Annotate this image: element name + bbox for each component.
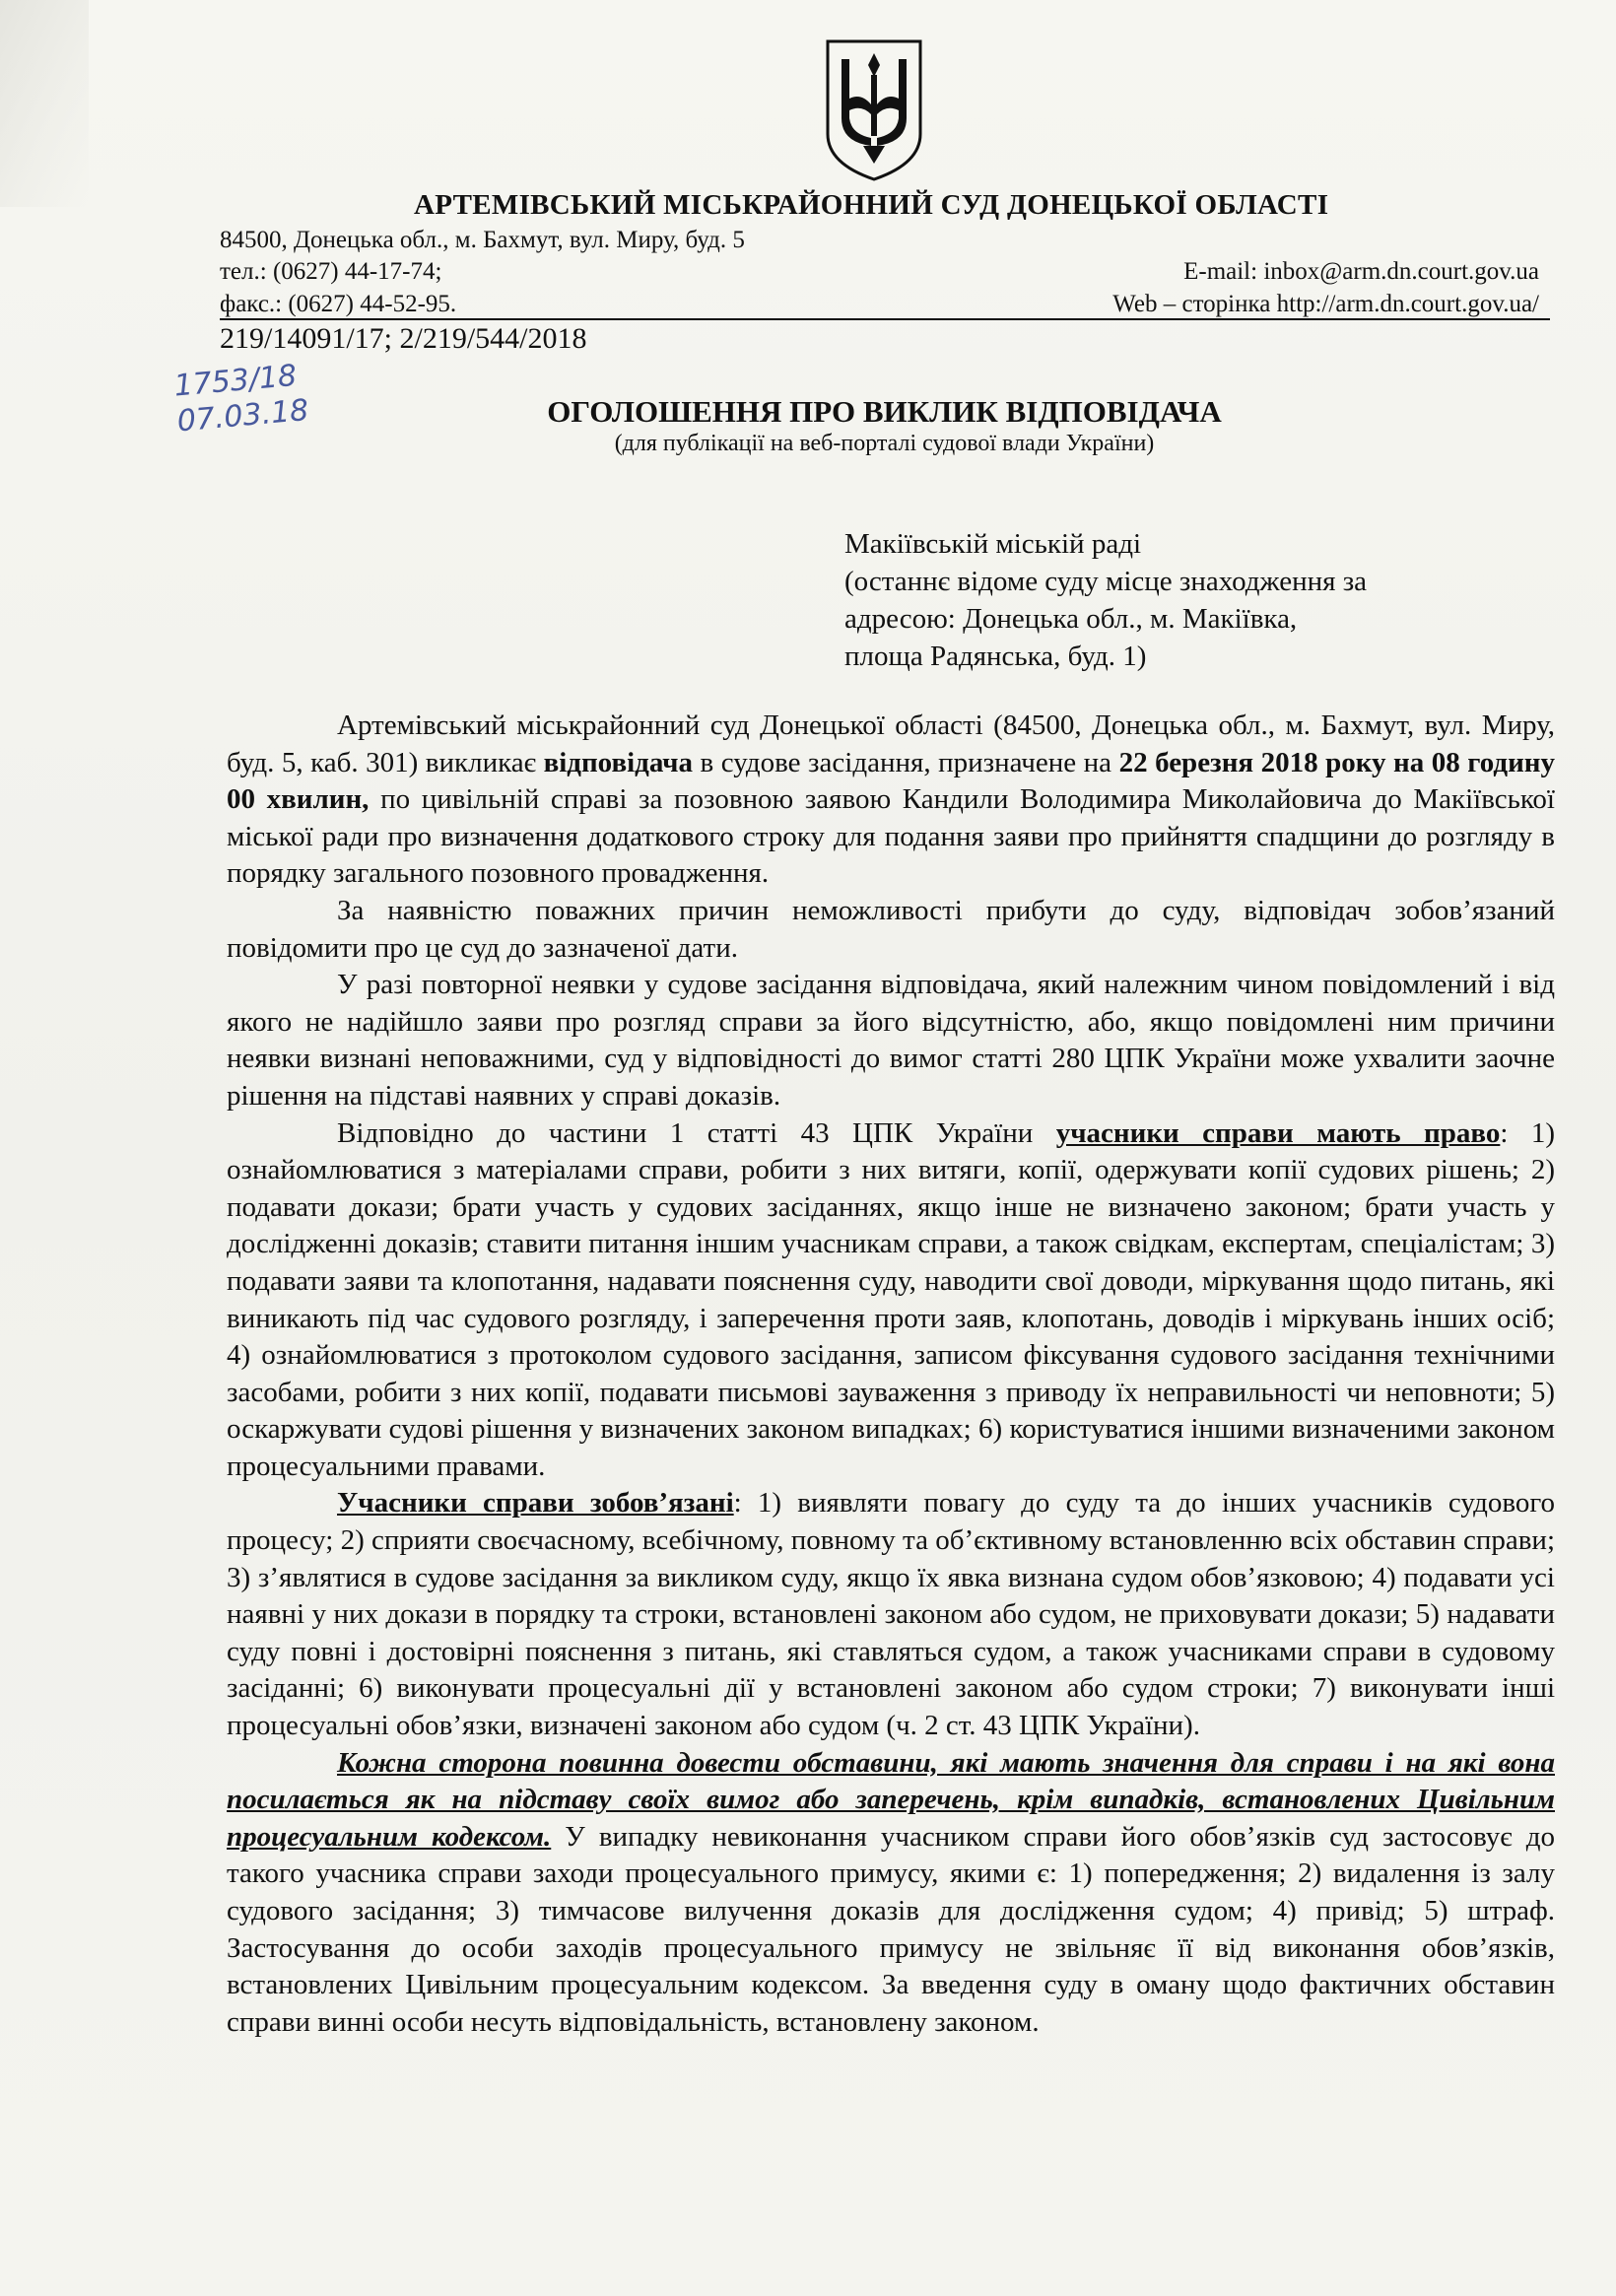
paragraph-summons: Артемівський міськрайонний суд Донецької області (84500, Донецька обл., м. Бахмут, вул. Миру, буд. 5, каб. 301) викликає відповідача в судове засідання, призначене на 22 березня 2018 року на 08 годину 00 хвилин, по цивільній справі за позовною заявою Кандили Володимира Миколайовича до Макіївської міської ради про визначення додаткового строку для подання заяви про прийняття спадщини до розгляду в порядку загального позовного провадження. [227,709,1555,890]
document-title: ОГОЛОШЕННЯ ПРО ВИКЛИК ВІДПОВІДАЧА [547,394,1222,429]
stamp-number: 1753/18 [172,358,299,404]
hearing-datetime: 22 березня 2018 року на 08 годину 00 хвилин, [227,746,1555,816]
court-website: Web – сторінка http://arm.dn.court.gov.ua/ [1112,291,1539,317]
document-subtitle: (для публікації на веб-порталі судової влади України) [614,431,1155,456]
court-fax: факс.: (0627) 44-52-95. [220,291,1550,320]
paragraph-rights: Відповідно до частини 1 статті 43 ЦПК України учасники справи мають право: 1) ознайомлюватися з матеріалами справи, робити з них витяги, копії, одержувати копії судових рішень; 2) подавати докази; брати участь у судових засіданнях, якщо інше не визначено законом; брати участь у дослідженні доказів; ставити питання іншим учасникам справи, а також свідкам, експертам, спеціалістам; 3) подавати заяви та клопотання, надавати пояснення суду, наводити свої доводи, міркування щодо питань, які виникають під час судового розгляду, і заперечення проти заяв, клопотань, доводів і міркувань інших осіб; 4) ознайомлюватися з протоколом судового засідання, записом фіксування судового засідання технічними засобами, робити з них копії, подавати письмові зауваження з приводу їх неправильності чи неповноти; 5) оскаржувати судові рішення у визначених законом випадках; 6) користуватися іншими визначеними законом процесуальними правами. [227,1116,1556,1482]
obligations-heading: Учасники справи зобов’язані [337,1487,734,1519]
court-name: АРТЕМІВСЬКИЙ МІСЬКРАЙОННИЙ СУД ДОНЕЦЬКОЇ ОБЛАСТІ [414,189,1329,221]
rights-heading: учасники справи мають право [1055,1116,1501,1149]
paragraph-notify-court: За наявністю поважних причин неможливості прибути до суду, відповідач зобов’язаний повідомити про це суд до зазначеної дати. [227,894,1555,964]
trident-emblem-icon [820,35,928,183]
recipient-name: Макіївській міській раді [844,528,1142,560]
stamp-date: 07.03.18 [175,392,310,439]
court-phone: тел.: (0627) 44-17-74; [220,258,442,285]
page-fold-shadow [0,0,89,207]
recipient-address-line: площа Радянська, буд. 1) [844,641,1147,672]
paragraph-default-judgment: У разі повторної неявки у судове засідання відповідача, який належним чином повідомлений і від якого не надійшло заяви про розгляд справи за його відсутністю, або, якщо повідомлені ним причини неявки визнані неповажними, суд у відповідності до вимог статті 280 ЦПК України може ухвалити заочне рішення на підставі наявних у справі доказів. [227,969,1555,1112]
recipient-block [844,525,1475,675]
paragraph-obligations: Учасники справи зобов’язані: 1) виявляти повагу до суду та до інших учасників судового процесу; 2) сприяти своєчасному, всебічному, повному та об’єктивному встановленню всіх обставин справи; 3) з’являтися в судове засідання за викликом суду, якщо їх явка визнана судом обов’язковою; 4) подавати усі наявні у них докази в порядку та строки, встановлені законом або судом, не приховувати докази; 5) надавати суду повні і достовірні пояснення з питань, які ставляться судом, а також учасниками справи в судовому засіданні; 6) виконувати процесуальні дії у встановлені законом або судом строки; 7) виконувати інші процесуальні обов’язки, визначені законом або судом (ч. 2 ст. 43 ЦПК України). [227,1487,1555,1742]
paragraph-burden-of-proof: Кожна сторона повинна довести обставини, які мають значення для справи і на які вона посилається як на підставу своїх вимог або заперечень, крім випадків, встановлених Цивільним процесуальним кодексом. У випадку невиконання учасником справи його обов’язків суд застосовує до такого учасника справи заходи процесуального примусу, якими є: 1) попередження; 2) видалення із залу судового засідання; 3) тимчасове вилучення доказів для дослідження судом; 4) привід; 5) штраф. Застосування до особи заходів процесуального примусу не звільняє її від виконання обов’язків, встановлених Цивільним процесуальним кодексом. За введення суду в оману щодо фактичних обставин справи винні особи несуть відповідальність, встановлену законом. [227,1746,1556,2038]
case-number: 219/14091/17; 2/219/544/2018 [220,322,587,355]
notice-body [227,708,1555,2041]
recipient-address-line: адресою: Донецька обл., м. Макіївка, [844,603,1298,635]
burden-of-proof-statement: Кожна сторона повинна довести обставини, які мають значення для справи і на які вона посилається як на підставу своїх вимог або заперечень, крім випадків, встановлених Цивільним процесуальним кодексом. [227,1746,1555,1853]
respondent-emphasis: відповідача [543,746,694,778]
recipient-address-line: (останнє відоме суду місце знаходження за [844,566,1368,597]
court-address: 84500, Донецька обл., м. Бахмут, вул. Миру, буд. 5 [220,227,745,253]
court-email: E-mail: inbox@arm.dn.court.gov.ua [1183,258,1539,285]
